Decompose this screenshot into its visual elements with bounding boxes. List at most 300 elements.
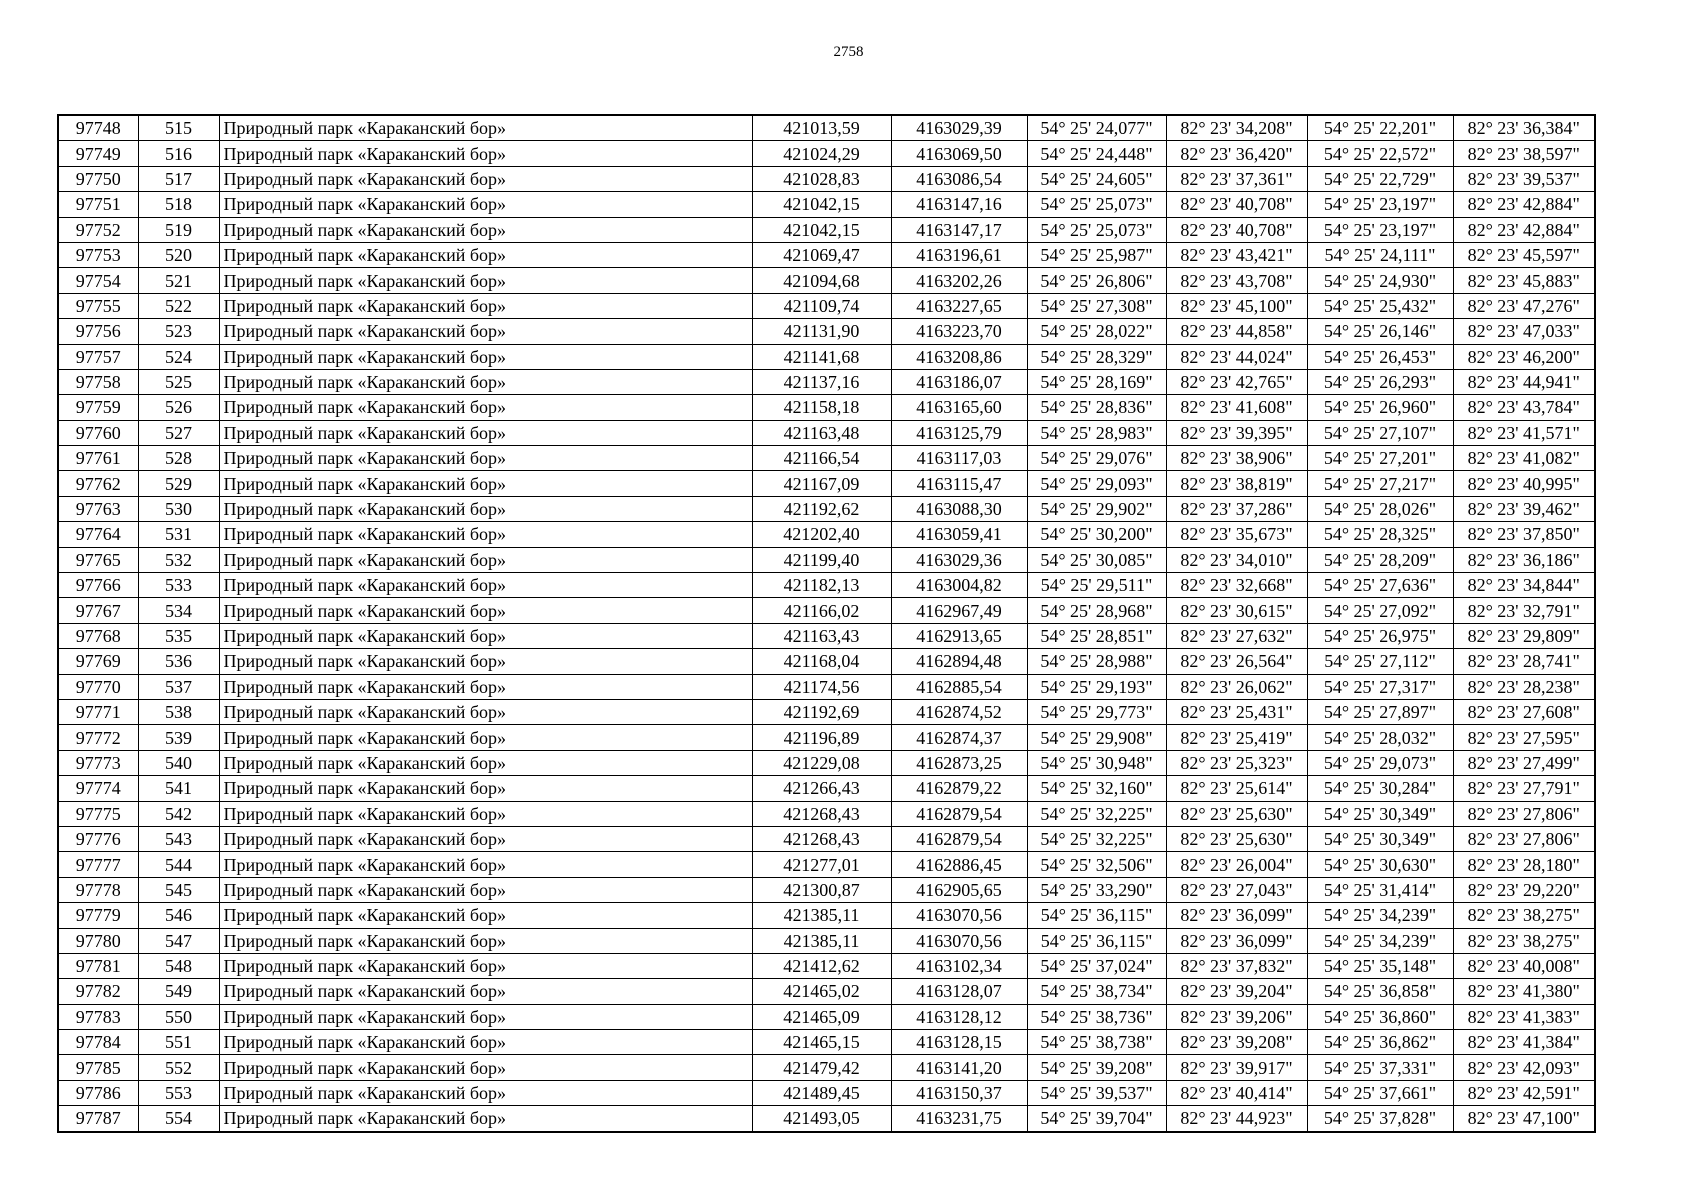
latitude-alt-cell: 54° 25' 37,661"	[1307, 1080, 1453, 1105]
longitude-cell: 82° 23' 40,414"	[1166, 1080, 1307, 1105]
point-number-cell: 515	[138, 115, 219, 141]
y-coordinate-cell: 4163147,17	[891, 217, 1027, 242]
y-coordinate-cell: 4162885,54	[891, 674, 1027, 699]
record-id-cell: 97764	[58, 522, 138, 547]
y-coordinate-cell: 4162879,54	[891, 801, 1027, 826]
longitude-alt-cell: 82° 23' 45,883"	[1453, 268, 1595, 293]
longitude-cell: 82° 23' 25,419"	[1166, 725, 1307, 750]
point-number-cell: 522	[138, 293, 219, 318]
longitude-cell: 82° 23' 26,062"	[1166, 674, 1307, 699]
object-name-cell: Природный парк «Караканский бор»	[219, 395, 752, 420]
latitude-alt-cell: 54° 25' 25,432"	[1307, 293, 1453, 318]
latitude-alt-cell: 54° 25' 27,107"	[1307, 420, 1453, 445]
record-id-cell: 97784	[58, 1030, 138, 1055]
record-id-cell: 97756	[58, 319, 138, 344]
latitude-cell: 54° 25' 28,851"	[1027, 623, 1166, 648]
table-row	[58, 319, 1595, 344]
longitude-alt-cell: 82° 23' 34,844"	[1453, 573, 1595, 598]
x-coordinate-cell: 421163,48	[752, 420, 891, 445]
longitude-alt-cell: 82° 23' 40,995"	[1453, 471, 1595, 496]
longitude-alt-cell: 82° 23' 27,806"	[1453, 801, 1595, 826]
table-row	[58, 598, 1595, 623]
x-coordinate-cell: 421465,02	[752, 979, 891, 1004]
longitude-alt-cell: 82° 23' 27,806"	[1453, 826, 1595, 851]
x-coordinate-cell: 421202,40	[752, 522, 891, 547]
object-name-cell: Природный парк «Караканский бор»	[219, 293, 752, 318]
longitude-alt-cell: 82° 23' 47,033"	[1453, 319, 1595, 344]
y-coordinate-cell: 4162967,49	[891, 598, 1027, 623]
table-row	[58, 979, 1595, 1004]
object-name-cell: Природный парк «Караканский бор»	[219, 852, 752, 877]
object-name-cell: Природный парк «Караканский бор»	[219, 1106, 752, 1132]
longitude-cell: 82° 23' 36,099"	[1166, 903, 1307, 928]
y-coordinate-cell: 4163150,37	[891, 1080, 1027, 1105]
x-coordinate-cell: 421166,02	[752, 598, 891, 623]
table-row	[58, 1004, 1595, 1029]
y-coordinate-cell: 4162879,22	[891, 776, 1027, 801]
object-name-cell: Природный парк «Караканский бор»	[219, 750, 752, 775]
y-coordinate-cell: 4163202,26	[891, 268, 1027, 293]
y-coordinate-cell: 4163117,03	[891, 446, 1027, 471]
y-coordinate-cell: 4163086,54	[891, 166, 1027, 191]
table-row	[58, 826, 1595, 851]
longitude-cell: 82° 23' 27,632"	[1166, 623, 1307, 648]
object-name-cell: Природный парк «Караканский бор»	[219, 496, 752, 521]
latitude-cell: 54° 25' 25,987"	[1027, 242, 1166, 267]
longitude-alt-cell: 82° 23' 37,850"	[1453, 522, 1595, 547]
longitude-alt-cell: 82° 23' 38,275"	[1453, 928, 1595, 953]
x-coordinate-cell: 421479,42	[752, 1055, 891, 1080]
point-number-cell: 548	[138, 953, 219, 978]
latitude-alt-cell: 54° 25' 36,860"	[1307, 1004, 1453, 1029]
longitude-alt-cell: 82° 23' 45,597"	[1453, 242, 1595, 267]
table-row	[58, 877, 1595, 902]
y-coordinate-cell: 4163227,65	[891, 293, 1027, 318]
point-number-cell: 541	[138, 776, 219, 801]
point-number-cell: 545	[138, 877, 219, 902]
point-number-cell: 535	[138, 623, 219, 648]
y-coordinate-cell: 4163004,82	[891, 573, 1027, 598]
table-row	[58, 1055, 1595, 1080]
table-row	[58, 623, 1595, 648]
x-coordinate-cell: 421229,08	[752, 750, 891, 775]
latitude-cell: 54° 25' 32,506"	[1027, 852, 1166, 877]
longitude-alt-cell: 82° 23' 32,791"	[1453, 598, 1595, 623]
x-coordinate-cell: 421196,89	[752, 725, 891, 750]
table-row	[58, 496, 1595, 521]
point-number-cell: 530	[138, 496, 219, 521]
object-name-cell: Природный парк «Караканский бор»	[219, 268, 752, 293]
latitude-alt-cell: 54° 25' 28,325"	[1307, 522, 1453, 547]
x-coordinate-cell: 421163,43	[752, 623, 891, 648]
x-coordinate-cell: 421168,04	[752, 649, 891, 674]
y-coordinate-cell: 4163147,16	[891, 192, 1027, 217]
point-number-cell: 551	[138, 1030, 219, 1055]
record-id-cell: 97748	[58, 115, 138, 141]
point-number-cell: 521	[138, 268, 219, 293]
longitude-alt-cell: 82° 23' 41,082"	[1453, 446, 1595, 471]
y-coordinate-cell: 4163186,07	[891, 369, 1027, 394]
y-coordinate-cell: 4162879,54	[891, 826, 1027, 851]
table-row	[58, 192, 1595, 217]
record-id-cell: 97755	[58, 293, 138, 318]
latitude-alt-cell: 54° 25' 27,217"	[1307, 471, 1453, 496]
object-name-cell: Природный парк «Караканский бор»	[219, 446, 752, 471]
record-id-cell: 97787	[58, 1106, 138, 1132]
point-number-cell: 531	[138, 522, 219, 547]
table-row	[58, 1106, 1595, 1132]
longitude-cell: 82° 23' 39,395"	[1166, 420, 1307, 445]
y-coordinate-cell: 4163115,47	[891, 471, 1027, 496]
y-coordinate-cell: 4163165,60	[891, 395, 1027, 420]
longitude-cell: 82° 23' 43,708"	[1166, 268, 1307, 293]
longitude-alt-cell: 82° 23' 41,383"	[1453, 1004, 1595, 1029]
latitude-cell: 54° 25' 25,073"	[1027, 217, 1166, 242]
latitude-cell: 54° 25' 32,225"	[1027, 801, 1166, 826]
longitude-alt-cell: 82° 23' 27,595"	[1453, 725, 1595, 750]
table-row	[58, 395, 1595, 420]
latitude-cell: 54° 25' 30,948"	[1027, 750, 1166, 775]
latitude-alt-cell: 54° 25' 26,960"	[1307, 395, 1453, 420]
latitude-cell: 54° 25' 24,077"	[1027, 115, 1166, 141]
longitude-cell: 82° 23' 27,043"	[1166, 877, 1307, 902]
table-row	[58, 750, 1595, 775]
longitude-cell: 82° 23' 25,431"	[1166, 699, 1307, 724]
point-number-cell: 519	[138, 217, 219, 242]
record-id-cell: 97775	[58, 801, 138, 826]
table-row	[58, 674, 1595, 699]
latitude-cell: 54° 25' 28,169"	[1027, 369, 1166, 394]
longitude-alt-cell: 82° 23' 38,597"	[1453, 141, 1595, 166]
point-number-cell: 529	[138, 471, 219, 496]
longitude-alt-cell: 82° 23' 28,741"	[1453, 649, 1595, 674]
table-row	[58, 547, 1595, 572]
longitude-alt-cell: 82° 23' 42,591"	[1453, 1080, 1595, 1105]
longitude-cell: 82° 23' 34,010"	[1166, 547, 1307, 572]
longitude-alt-cell: 82° 23' 36,384"	[1453, 115, 1595, 141]
x-coordinate-cell: 421300,87	[752, 877, 891, 902]
longitude-cell: 82° 23' 34,208"	[1166, 115, 1307, 141]
record-id-cell: 97762	[58, 471, 138, 496]
object-name-cell: Природный парк «Караканский бор»	[219, 801, 752, 826]
record-id-cell: 97766	[58, 573, 138, 598]
x-coordinate-cell: 421094,68	[752, 268, 891, 293]
y-coordinate-cell: 4163125,79	[891, 420, 1027, 445]
object-name-cell: Природный парк «Караканский бор»	[219, 928, 752, 953]
longitude-cell: 82° 23' 26,564"	[1166, 649, 1307, 674]
point-number-cell: 537	[138, 674, 219, 699]
latitude-alt-cell: 54° 25' 27,897"	[1307, 699, 1453, 724]
latitude-alt-cell: 54° 25' 24,111"	[1307, 242, 1453, 267]
point-number-cell: 539	[138, 725, 219, 750]
x-coordinate-cell: 421465,15	[752, 1030, 891, 1055]
object-name-cell: Природный парк «Караканский бор»	[219, 1004, 752, 1029]
latitude-cell: 54° 25' 38,736"	[1027, 1004, 1166, 1029]
latitude-cell: 54° 25' 36,115"	[1027, 928, 1166, 953]
object-name-cell: Природный парк «Караканский бор»	[219, 344, 752, 369]
table-row	[58, 471, 1595, 496]
point-number-cell: 540	[138, 750, 219, 775]
longitude-cell: 82° 23' 35,673"	[1166, 522, 1307, 547]
object-name-cell: Природный парк «Караканский бор»	[219, 877, 752, 902]
y-coordinate-cell: 4162913,65	[891, 623, 1027, 648]
point-number-cell: 533	[138, 573, 219, 598]
latitude-alt-cell: 54° 25' 37,331"	[1307, 1055, 1453, 1080]
longitude-cell: 82° 23' 32,668"	[1166, 573, 1307, 598]
point-number-cell: 549	[138, 979, 219, 1004]
longitude-cell: 82° 23' 38,819"	[1166, 471, 1307, 496]
latitude-cell: 54° 25' 28,968"	[1027, 598, 1166, 623]
latitude-cell: 54° 25' 36,115"	[1027, 903, 1166, 928]
longitude-cell: 82° 23' 25,614"	[1166, 776, 1307, 801]
latitude-alt-cell: 54° 25' 27,112"	[1307, 649, 1453, 674]
object-name-cell: Природный парк «Караканский бор»	[219, 420, 752, 445]
point-number-cell: 538	[138, 699, 219, 724]
latitude-cell: 54° 25' 30,085"	[1027, 547, 1166, 572]
object-name-cell: Природный парк «Караканский бор»	[219, 1055, 752, 1080]
longitude-cell: 82° 23' 37,361"	[1166, 166, 1307, 191]
longitude-alt-cell: 82° 23' 41,380"	[1453, 979, 1595, 1004]
latitude-alt-cell: 54° 25' 30,630"	[1307, 852, 1453, 877]
longitude-alt-cell: 82° 23' 27,608"	[1453, 699, 1595, 724]
x-coordinate-cell: 421141,68	[752, 344, 891, 369]
longitude-cell: 82° 23' 44,024"	[1166, 344, 1307, 369]
point-number-cell: 547	[138, 928, 219, 953]
table-row	[58, 446, 1595, 471]
latitude-cell: 54° 25' 29,193"	[1027, 674, 1166, 699]
longitude-cell: 82° 23' 41,608"	[1166, 395, 1307, 420]
x-coordinate-cell: 421167,09	[752, 471, 891, 496]
table-row	[58, 928, 1595, 953]
object-name-cell: Природный парк «Караканский бор»	[219, 699, 752, 724]
point-number-cell: 520	[138, 242, 219, 267]
latitude-alt-cell: 54° 25' 23,197"	[1307, 192, 1453, 217]
longitude-cell: 82° 23' 39,917"	[1166, 1055, 1307, 1080]
table-row	[58, 725, 1595, 750]
longitude-cell: 82° 23' 37,832"	[1166, 953, 1307, 978]
record-id-cell: 97765	[58, 547, 138, 572]
y-coordinate-cell: 4162874,37	[891, 725, 1027, 750]
object-name-cell: Природный парк «Караканский бор»	[219, 192, 752, 217]
latitude-alt-cell: 54° 25' 22,729"	[1307, 166, 1453, 191]
longitude-alt-cell: 82° 23' 27,499"	[1453, 750, 1595, 775]
point-number-cell: 518	[138, 192, 219, 217]
latitude-alt-cell: 54° 25' 34,239"	[1307, 903, 1453, 928]
point-number-cell: 524	[138, 344, 219, 369]
table-row	[58, 420, 1595, 445]
latitude-cell: 54° 25' 26,806"	[1027, 268, 1166, 293]
object-name-cell: Природный парк «Караканский бор»	[219, 953, 752, 978]
object-name-cell: Природный парк «Караканский бор»	[219, 1080, 752, 1105]
record-id-cell: 97782	[58, 979, 138, 1004]
table-row	[58, 1030, 1595, 1055]
point-number-cell: 544	[138, 852, 219, 877]
table-row	[58, 344, 1595, 369]
table-row	[58, 242, 1595, 267]
object-name-cell: Природный парк «Караканский бор»	[219, 776, 752, 801]
latitude-cell: 54° 25' 39,537"	[1027, 1080, 1166, 1105]
point-number-cell: 550	[138, 1004, 219, 1029]
x-coordinate-cell: 421158,18	[752, 395, 891, 420]
table-row	[58, 166, 1595, 191]
point-number-cell: 542	[138, 801, 219, 826]
latitude-cell: 54° 25' 27,308"	[1027, 293, 1166, 318]
record-id-cell: 97774	[58, 776, 138, 801]
point-number-cell: 516	[138, 141, 219, 166]
latitude-cell: 54° 25' 33,290"	[1027, 877, 1166, 902]
object-name-cell: Природный парк «Караканский бор»	[219, 674, 752, 699]
record-id-cell: 97783	[58, 1004, 138, 1029]
record-id-cell: 97779	[58, 903, 138, 928]
latitude-cell: 54° 25' 38,738"	[1027, 1030, 1166, 1055]
latitude-cell: 54° 25' 29,902"	[1027, 496, 1166, 521]
record-id-cell: 97786	[58, 1080, 138, 1105]
x-coordinate-cell: 421465,09	[752, 1004, 891, 1029]
latitude-alt-cell: 54° 25' 22,201"	[1307, 115, 1453, 141]
longitude-cell: 82° 23' 39,204"	[1166, 979, 1307, 1004]
table-row	[58, 903, 1595, 928]
table-row	[58, 699, 1595, 724]
object-name-cell: Природный парк «Караканский бор»	[219, 1030, 752, 1055]
latitude-alt-cell: 54° 25' 35,148"	[1307, 953, 1453, 978]
record-id-cell: 97752	[58, 217, 138, 242]
table-row	[58, 141, 1595, 166]
object-name-cell: Природный парк «Караканский бор»	[219, 649, 752, 674]
table-row	[58, 852, 1595, 877]
longitude-cell: 82° 23' 36,099"	[1166, 928, 1307, 953]
latitude-cell: 54° 25' 32,225"	[1027, 826, 1166, 851]
longitude-cell: 82° 23' 44,858"	[1166, 319, 1307, 344]
object-name-cell: Природный парк «Караканский бор»	[219, 115, 752, 141]
record-id-cell: 97771	[58, 699, 138, 724]
record-id-cell: 97753	[58, 242, 138, 267]
latitude-alt-cell: 54° 25' 34,239"	[1307, 928, 1453, 953]
latitude-alt-cell: 54° 25' 26,975"	[1307, 623, 1453, 648]
latitude-alt-cell: 54° 25' 36,862"	[1307, 1030, 1453, 1055]
x-coordinate-cell: 421069,47	[752, 242, 891, 267]
x-coordinate-cell: 421166,54	[752, 446, 891, 471]
point-number-cell: 534	[138, 598, 219, 623]
object-name-cell: Природный парк «Караканский бор»	[219, 725, 752, 750]
table-row	[58, 649, 1595, 674]
latitude-alt-cell: 54° 25' 31,414"	[1307, 877, 1453, 902]
record-id-cell: 97749	[58, 141, 138, 166]
object-name-cell: Природный парк «Караканский бор»	[219, 547, 752, 572]
point-number-cell: 525	[138, 369, 219, 394]
point-number-cell: 527	[138, 420, 219, 445]
longitude-cell: 82° 23' 26,004"	[1166, 852, 1307, 877]
object-name-cell: Природный парк «Караканский бор»	[219, 598, 752, 623]
point-number-cell: 552	[138, 1055, 219, 1080]
record-id-cell: 97763	[58, 496, 138, 521]
table-row	[58, 369, 1595, 394]
latitude-cell: 54° 25' 30,200"	[1027, 522, 1166, 547]
point-number-cell: 543	[138, 826, 219, 851]
latitude-cell: 54° 25' 39,704"	[1027, 1106, 1166, 1132]
object-name-cell: Природный парк «Караканский бор»	[219, 242, 752, 267]
record-id-cell: 97761	[58, 446, 138, 471]
y-coordinate-cell: 4162905,65	[891, 877, 1027, 902]
record-id-cell: 97757	[58, 344, 138, 369]
record-id-cell: 97785	[58, 1055, 138, 1080]
longitude-cell: 82° 23' 40,708"	[1166, 217, 1307, 242]
latitude-cell: 54° 25' 39,208"	[1027, 1055, 1166, 1080]
latitude-alt-cell: 54° 25' 22,572"	[1307, 141, 1453, 166]
point-number-cell: 532	[138, 547, 219, 572]
latitude-cell: 54° 25' 29,093"	[1027, 471, 1166, 496]
record-id-cell: 97778	[58, 877, 138, 902]
point-number-cell: 528	[138, 446, 219, 471]
longitude-cell: 82° 23' 25,630"	[1166, 801, 1307, 826]
x-coordinate-cell: 421028,83	[752, 166, 891, 191]
x-coordinate-cell: 421042,15	[752, 192, 891, 217]
longitude-alt-cell: 82° 23' 29,220"	[1453, 877, 1595, 902]
table-row	[58, 217, 1595, 242]
object-name-cell: Природный парк «Караканский бор»	[219, 141, 752, 166]
record-id-cell: 97780	[58, 928, 138, 953]
x-coordinate-cell: 421174,56	[752, 674, 891, 699]
x-coordinate-cell: 421493,05	[752, 1106, 891, 1132]
y-coordinate-cell: 4163088,30	[891, 496, 1027, 521]
latitude-alt-cell: 54° 25' 27,092"	[1307, 598, 1453, 623]
latitude-alt-cell: 54° 25' 26,146"	[1307, 319, 1453, 344]
longitude-alt-cell: 82° 23' 47,100"	[1453, 1106, 1595, 1132]
latitude-cell: 54° 25' 29,511"	[1027, 573, 1166, 598]
record-id-cell: 97776	[58, 826, 138, 851]
y-coordinate-cell: 4163128,15	[891, 1030, 1027, 1055]
object-name-cell: Природный парк «Караканский бор»	[219, 217, 752, 242]
longitude-alt-cell: 82° 23' 42,884"	[1453, 192, 1595, 217]
x-coordinate-cell: 421385,11	[752, 928, 891, 953]
longitude-alt-cell: 82° 23' 40,008"	[1453, 953, 1595, 978]
latitude-cell: 54° 25' 25,073"	[1027, 192, 1166, 217]
longitude-cell: 82° 23' 25,630"	[1166, 826, 1307, 851]
y-coordinate-cell: 4163196,61	[891, 242, 1027, 267]
point-number-cell: 536	[138, 649, 219, 674]
x-coordinate-cell: 421385,11	[752, 903, 891, 928]
latitude-cell: 54° 25' 38,734"	[1027, 979, 1166, 1004]
object-name-cell: Природный парк «Караканский бор»	[219, 522, 752, 547]
y-coordinate-cell: 4163128,12	[891, 1004, 1027, 1029]
latitude-cell: 54° 25' 28,983"	[1027, 420, 1166, 445]
x-coordinate-cell: 421182,13	[752, 573, 891, 598]
latitude-alt-cell: 54° 25' 30,349"	[1307, 801, 1453, 826]
object-name-cell: Природный парк «Караканский бор»	[219, 903, 752, 928]
longitude-alt-cell: 82° 23' 28,180"	[1453, 852, 1595, 877]
x-coordinate-cell: 421192,62	[752, 496, 891, 521]
y-coordinate-cell: 4163223,70	[891, 319, 1027, 344]
longitude-alt-cell: 82° 23' 28,238"	[1453, 674, 1595, 699]
y-coordinate-cell: 4163069,50	[891, 141, 1027, 166]
object-name-cell: Природный парк «Караканский бор»	[219, 573, 752, 598]
x-coordinate-cell: 421412,62	[752, 953, 891, 978]
longitude-alt-cell: 82° 23' 38,275"	[1453, 903, 1595, 928]
record-id-cell: 97758	[58, 369, 138, 394]
x-coordinate-cell: 421109,74	[752, 293, 891, 318]
point-number-cell: 523	[138, 319, 219, 344]
object-name-cell: Природный парк «Караканский бор»	[219, 319, 752, 344]
object-name-cell: Природный парк «Караканский бор»	[219, 623, 752, 648]
longitude-alt-cell: 82° 23' 36,186"	[1453, 547, 1595, 572]
latitude-cell: 54° 25' 28,836"	[1027, 395, 1166, 420]
latitude-alt-cell: 54° 25' 30,349"	[1307, 826, 1453, 851]
record-id-cell: 97754	[58, 268, 138, 293]
longitude-alt-cell: 82° 23' 41,384"	[1453, 1030, 1595, 1055]
table-row	[58, 522, 1595, 547]
y-coordinate-cell: 4163070,56	[891, 928, 1027, 953]
record-id-cell: 97772	[58, 725, 138, 750]
x-coordinate-cell: 421489,45	[752, 1080, 891, 1105]
